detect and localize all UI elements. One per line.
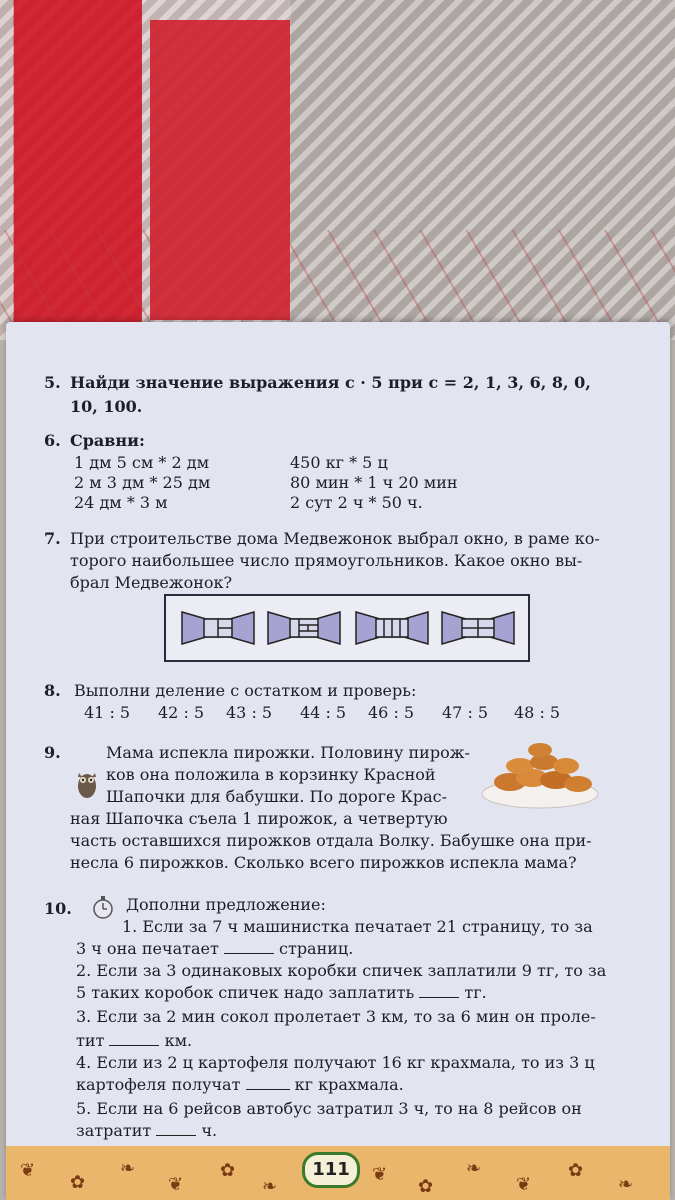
window-option-icon: [440, 610, 516, 646]
task-10-line2-start: 3 ч она печатает: [76, 939, 219, 958]
task-6-title: Сравни:: [70, 431, 145, 450]
leaf-icon: ❧: [466, 1158, 482, 1179]
leaf-icon: ❦: [20, 1160, 36, 1181]
task-8-number: 8.: [44, 681, 61, 700]
leaf-icon: ❧: [262, 1176, 278, 1197]
task-10-line6-start: тит: [76, 1031, 105, 1050]
division-3: 43 : 5: [226, 703, 273, 722]
task-10-line9: 5. Если на 6 рейсов автобус затратил 3 ч, то на 8 рейсов он: [76, 1099, 582, 1118]
answer-blank: [156, 1121, 196, 1136]
task-10-line1: 1. Если за 7 ч машинистка печатает 21 страницу, то за: [122, 917, 593, 936]
task-10-line2: [76, 938, 353, 960]
task-10-line5: 3. Если за 2 мин сокол пролетает 3 км, то за 6 мин он проле-: [76, 1007, 596, 1026]
owl-icon: [76, 768, 98, 800]
task-7-line3: брал Медвежонок?: [70, 573, 233, 592]
compare-right-3: 2 сут 2 ч * 50 ч.: [290, 493, 423, 512]
task-10-line2-end: страниц.: [279, 939, 354, 958]
leaf-icon: ❦: [372, 1164, 388, 1185]
task-9-number: 9.: [44, 743, 61, 762]
task-10-number: 10.: [44, 899, 72, 918]
window-option-icon: [266, 610, 342, 646]
division-7: 48 : 5: [514, 703, 561, 722]
task-9-line6: несла 6 пирожков. Сколько всего пирожков испекла мама?: [70, 853, 577, 872]
compare-left-3: 24 дм * 3 м: [74, 493, 168, 512]
task-9-line3: Шапочки для бабушки. По дороге Крас-: [106, 787, 448, 806]
window-option-icon: [354, 610, 430, 646]
task-5-line2: 10, 100.: [70, 397, 143, 416]
task-10-line4: [76, 982, 487, 1004]
task-7-number: 7.: [44, 529, 61, 548]
windows-frame: [164, 594, 530, 662]
answer-blank: [419, 983, 459, 998]
compare-left-1: 1 дм 5 см * 2 дм: [74, 453, 210, 472]
division-1: 41 : 5: [84, 703, 131, 722]
window-option-icon: [180, 610, 256, 646]
pies-illustration: [480, 738, 600, 810]
division-4: 44 : 5: [300, 703, 347, 722]
task-10-line8-start: картофеля получат: [76, 1075, 241, 1094]
task-10-line10-start: затратит: [76, 1121, 152, 1140]
clock-icon: [92, 894, 114, 920]
leaf-icon: ✿: [70, 1172, 86, 1193]
task-10-line4-start: 5 таких коробок спичек надо заплатить: [76, 983, 415, 1002]
task-10-line8-end: кг крахмала.: [294, 1075, 404, 1094]
task-10-line3: 2. Если за 3 одинаковых коробки спичек заплатили 9 тг, то за: [76, 961, 607, 980]
leaf-icon: ❦: [168, 1174, 184, 1195]
task-9-line1: Мама испекла пирожки. Половину пирож-: [106, 743, 470, 762]
task-6-number: 6.: [44, 431, 61, 450]
leaf-icon: ✿: [220, 1160, 236, 1181]
leaf-icon: ✿: [418, 1176, 434, 1197]
leaf-icon: ✿: [568, 1160, 584, 1181]
task-10-line6-end: км.: [164, 1031, 193, 1050]
compare-right-2: 80 мин * 1 ч 20 мин: [290, 473, 458, 492]
task-7-line2: торого наибольшее число прямоугольников. Какое окно вы-: [70, 551, 583, 570]
task-10-line6: [76, 1030, 192, 1052]
task-10-line7: 4. Если из 2 ц картофеля получают 16 кг крахмала, то из 3 ц: [76, 1053, 595, 1072]
task-10-line10: [76, 1120, 217, 1142]
leaf-icon: ❧: [120, 1158, 136, 1179]
task-10-line10-end: ч.: [201, 1121, 218, 1140]
task-10-line8: [76, 1074, 404, 1096]
division-5: 46 : 5: [368, 703, 415, 722]
division-2: 42 : 5: [158, 703, 205, 722]
task-9-line4: ная Шапочка съела 1 пирожок, а четвертую: [70, 809, 448, 828]
answer-blank: [246, 1075, 290, 1090]
task-5-number: 5.: [44, 373, 61, 392]
leaf-icon: ❧: [618, 1174, 634, 1195]
answer-blank: [224, 939, 274, 954]
task-9-line2: ков она положила в корзинку Красной: [106, 765, 436, 784]
task-8-title: Выполни деление с остатком и проверь:: [74, 681, 417, 700]
task-9-line5: часть оставшихся пирожков отдала Волку. Бабушке она при-: [70, 831, 592, 850]
task-7-line1: При строительстве дома Медвежонок выбрал окно, в раме ко-: [70, 529, 600, 548]
task-10-line4-end: тг.: [464, 983, 487, 1002]
page-number: 111: [302, 1152, 360, 1188]
answer-blank: [109, 1031, 159, 1046]
task-5-line1: Найди значение выражения c · 5 при c = 2, 1, 3, 6, 8, 0,: [70, 373, 591, 392]
leaf-icon: ❦: [516, 1174, 532, 1195]
compare-left-2: 2 м 3 дм * 25 дм: [74, 473, 211, 492]
division-6: 47 : 5: [442, 703, 489, 722]
compare-right-1: 450 кг * 5 ц: [290, 453, 388, 472]
task-10-title: Дополни предложение:: [126, 895, 326, 914]
